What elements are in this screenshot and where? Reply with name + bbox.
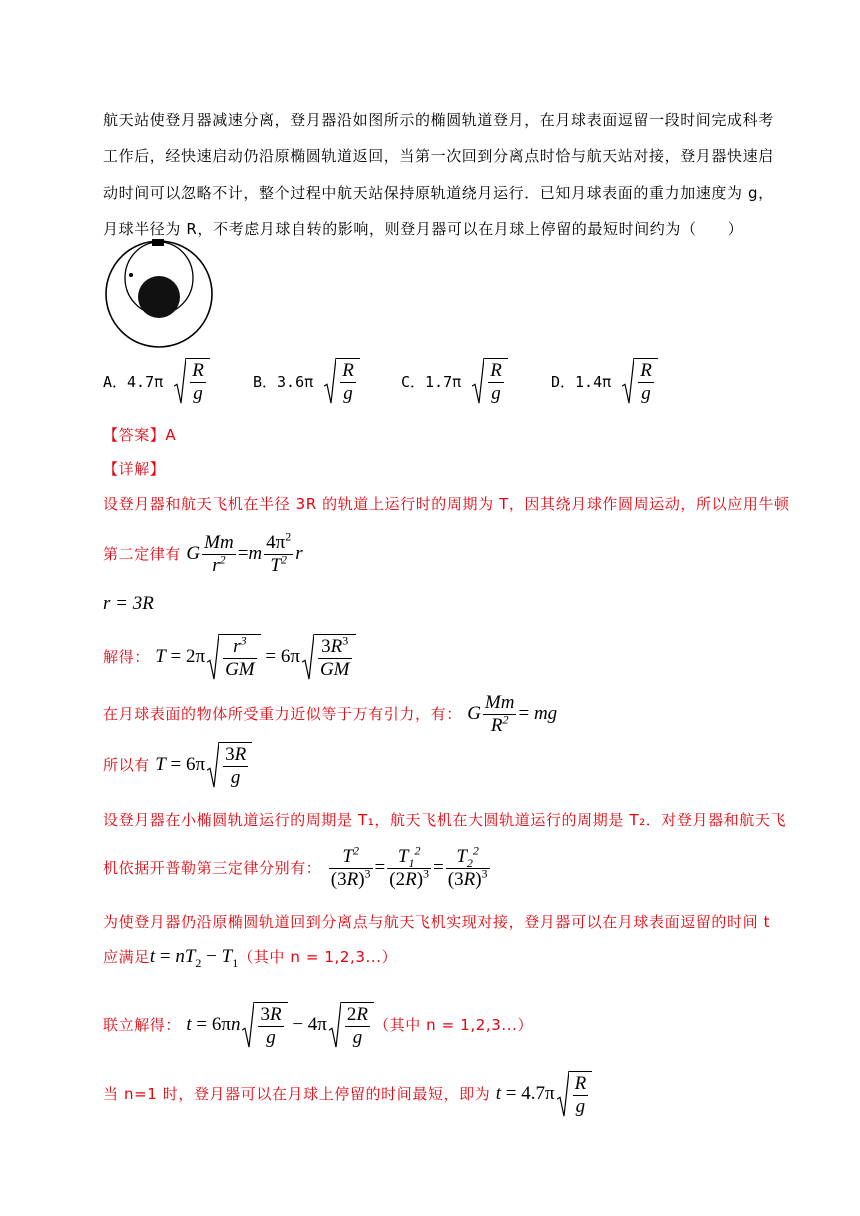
solution-line-1: 设登月器和航天飞机在半径 3R 的轨道上运行时的周期为 T，因其绕月球作圆周运动，所以应用牛顿 (103, 495, 790, 513)
solution-line-6: 所以有 T = 6π $\frac{3R}{g}$ (103, 742, 252, 789)
question-line-4: 月球半径为 R，不考虑月球自转的影响，则登月器可以在月球上停留的最短时间约为（ ） (103, 220, 744, 238)
solution-line-5: 在月球表面的物体所受重力近似等于万有引力，有： G $\frac{Mm}{R^2}$ = mg (103, 692, 558, 736)
answer-line (103, 425, 176, 445)
question-line-1: 航天站使登月器减速分离，登月器沿如图所示的椭圆轨道登月，在月球表面逗留一段时间完成科考 (103, 111, 774, 129)
choice-b[interactable]: B．3.6π $\frac{R}{g}$ (253, 358, 360, 405)
solution-line-11: 联立解得： t = 6πn $\frac{3R}{g}$ − 4π $\frac{2R}{g}$ （其中 n = 1,2,3...） (103, 1004, 534, 1048)
solution-line-7: 设登月器在小椭圆轨道运行的周期是 T₁，航天飞机在大圆轨道运行的周期是 T₂．对登月器和航天飞 (103, 811, 787, 829)
explain-tag: 【详解】 (103, 460, 166, 478)
question-line-3: 动时间可以忽略不计，整个过程中航天站保持原轨道绕月运行．已知月球表面的重力加速度为 g， (103, 184, 774, 202)
solution-line-8: 机依据开普勒第三定律分别有： $\frac{T^2}{(3R)^3}$ = $\frac{T_1^2}{(2R)^3}$ = $\frac{T_2^2}{(3R)^3}$ (103, 843, 488, 890)
solution-line-3: r = 3R (103, 593, 154, 614)
choice-c[interactable]: C．1.7π $\frac{R}{g}$ (401, 358, 508, 405)
solution-line-2: 第二定律有 G $\frac{Mm}{r^2}$ =m $\frac{4\pi^2}{T^2}$ r (103, 529, 303, 576)
question-line-2: 工作后，经快速启动仍沿原椭圆轨道返回，当第一次回到分离点时恰与航天站对接，登月器快速启 (103, 147, 774, 165)
choice-a[interactable]: A．4.7π $\frac{R}{g}$ (103, 358, 210, 405)
answer-tag: 【答案】 (103, 426, 166, 444)
orbit-diagram (104, 238, 216, 350)
solution-line-9: 为使登月器仍沿原椭圆轨道回到分离点与航天飞机实现对接，登月器可以在月球表面逗留的时间 t (103, 913, 771, 931)
solution-line-10: 应满足$t = nT_2 - T_1$（其中 n = 1,2,3...） (103, 946, 398, 970)
answer-value: A (165, 426, 177, 444)
solution-line-4: 解得： T = 2π $\frac{r^3}{GM}$ = 6π $\frac{3R^3}{GM}$ (103, 634, 356, 681)
solution-line-12: 当 n=1 时，登月器可以在月球上停留的时间最短，即为 t = 4.7π $\frac{R}{g}$ (103, 1071, 592, 1118)
choice-d[interactable]: D．1.4π $\frac{R}{g}$ (551, 358, 658, 405)
